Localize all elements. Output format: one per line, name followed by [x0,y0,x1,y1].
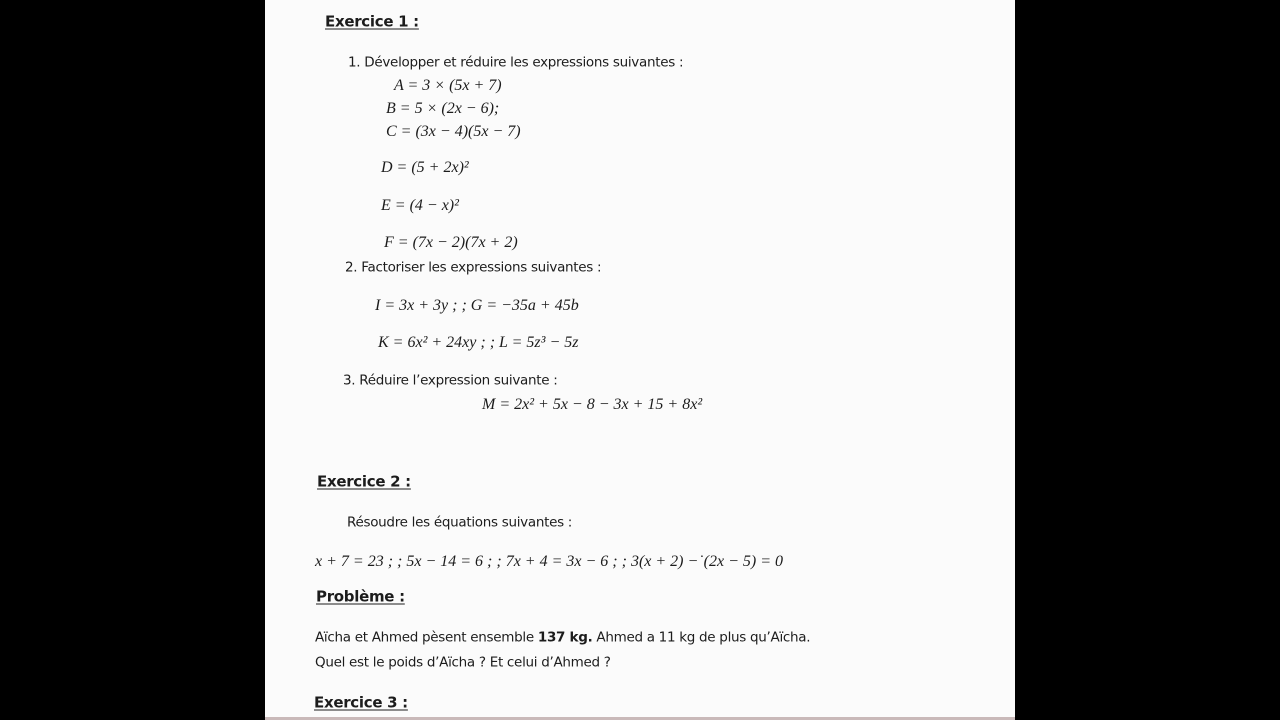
exercice-2-equations: x + 7 = 23 ; ; 5x − 14 = 6 ; ; 7x + 4 = 3x − 6 ; ; 3(x + 2) −˙(2x − 5) = 0 [315,553,783,570]
expression-b: B = 5 × (2x − 6); [386,100,500,117]
probleme-line-1 [315,631,810,645]
exercice-1-question-2: 2. Factoriser les expressions suivantes : [345,259,602,276]
exercice-1-question-3: 3. Réduire l’expression suivante : [343,372,558,389]
scanned-worksheet-page [265,0,1015,718]
expression-e: E = (4 − x)² [381,197,459,214]
exercice-2-instruction: Résoudre les équations suivantes : [347,514,573,531]
probleme-heading: Problème : [316,587,405,606]
expression-f: F = (7x − 2)(7x + 2) [384,234,518,251]
probleme-line-2: Quel est le poids d’Aïcha ? Et celui d’Ahmed ? [315,654,611,671]
probleme-line-1-end: Ahmed a 11 kg de plus qu’Aïcha. [592,629,811,646]
expression-a: A = 3 × (5x + 7) [394,77,502,94]
expression-d: D = (5 + 2x)² [381,159,469,176]
factor-line-2: K = 6x² + 24xy ; ; L = 5z³ − 5z [378,334,579,351]
probleme-line-1-start: Aïcha et Ahmed pèsent ensemble [315,629,538,646]
expression-c: C = (3x − 4)(5x − 7) [386,123,521,140]
probleme-total-weight: 137 kg. [537,629,593,646]
exercice-1-question-1: 1. Développer et réduire les expressions suivantes : [348,54,684,71]
factor-line-1: I = 3x + 3y ; ; G = −35a + 45b [375,297,579,314]
exercice-1-heading: Exercice 1 : [325,12,419,31]
reduce-expression-m: M = 2x² + 5x − 8 − 3x + 15 + 8x² [482,396,703,413]
exercice-2-heading: Exercice 2 : [317,472,411,491]
exercice-3-heading: Exercice 3 : [314,693,408,712]
